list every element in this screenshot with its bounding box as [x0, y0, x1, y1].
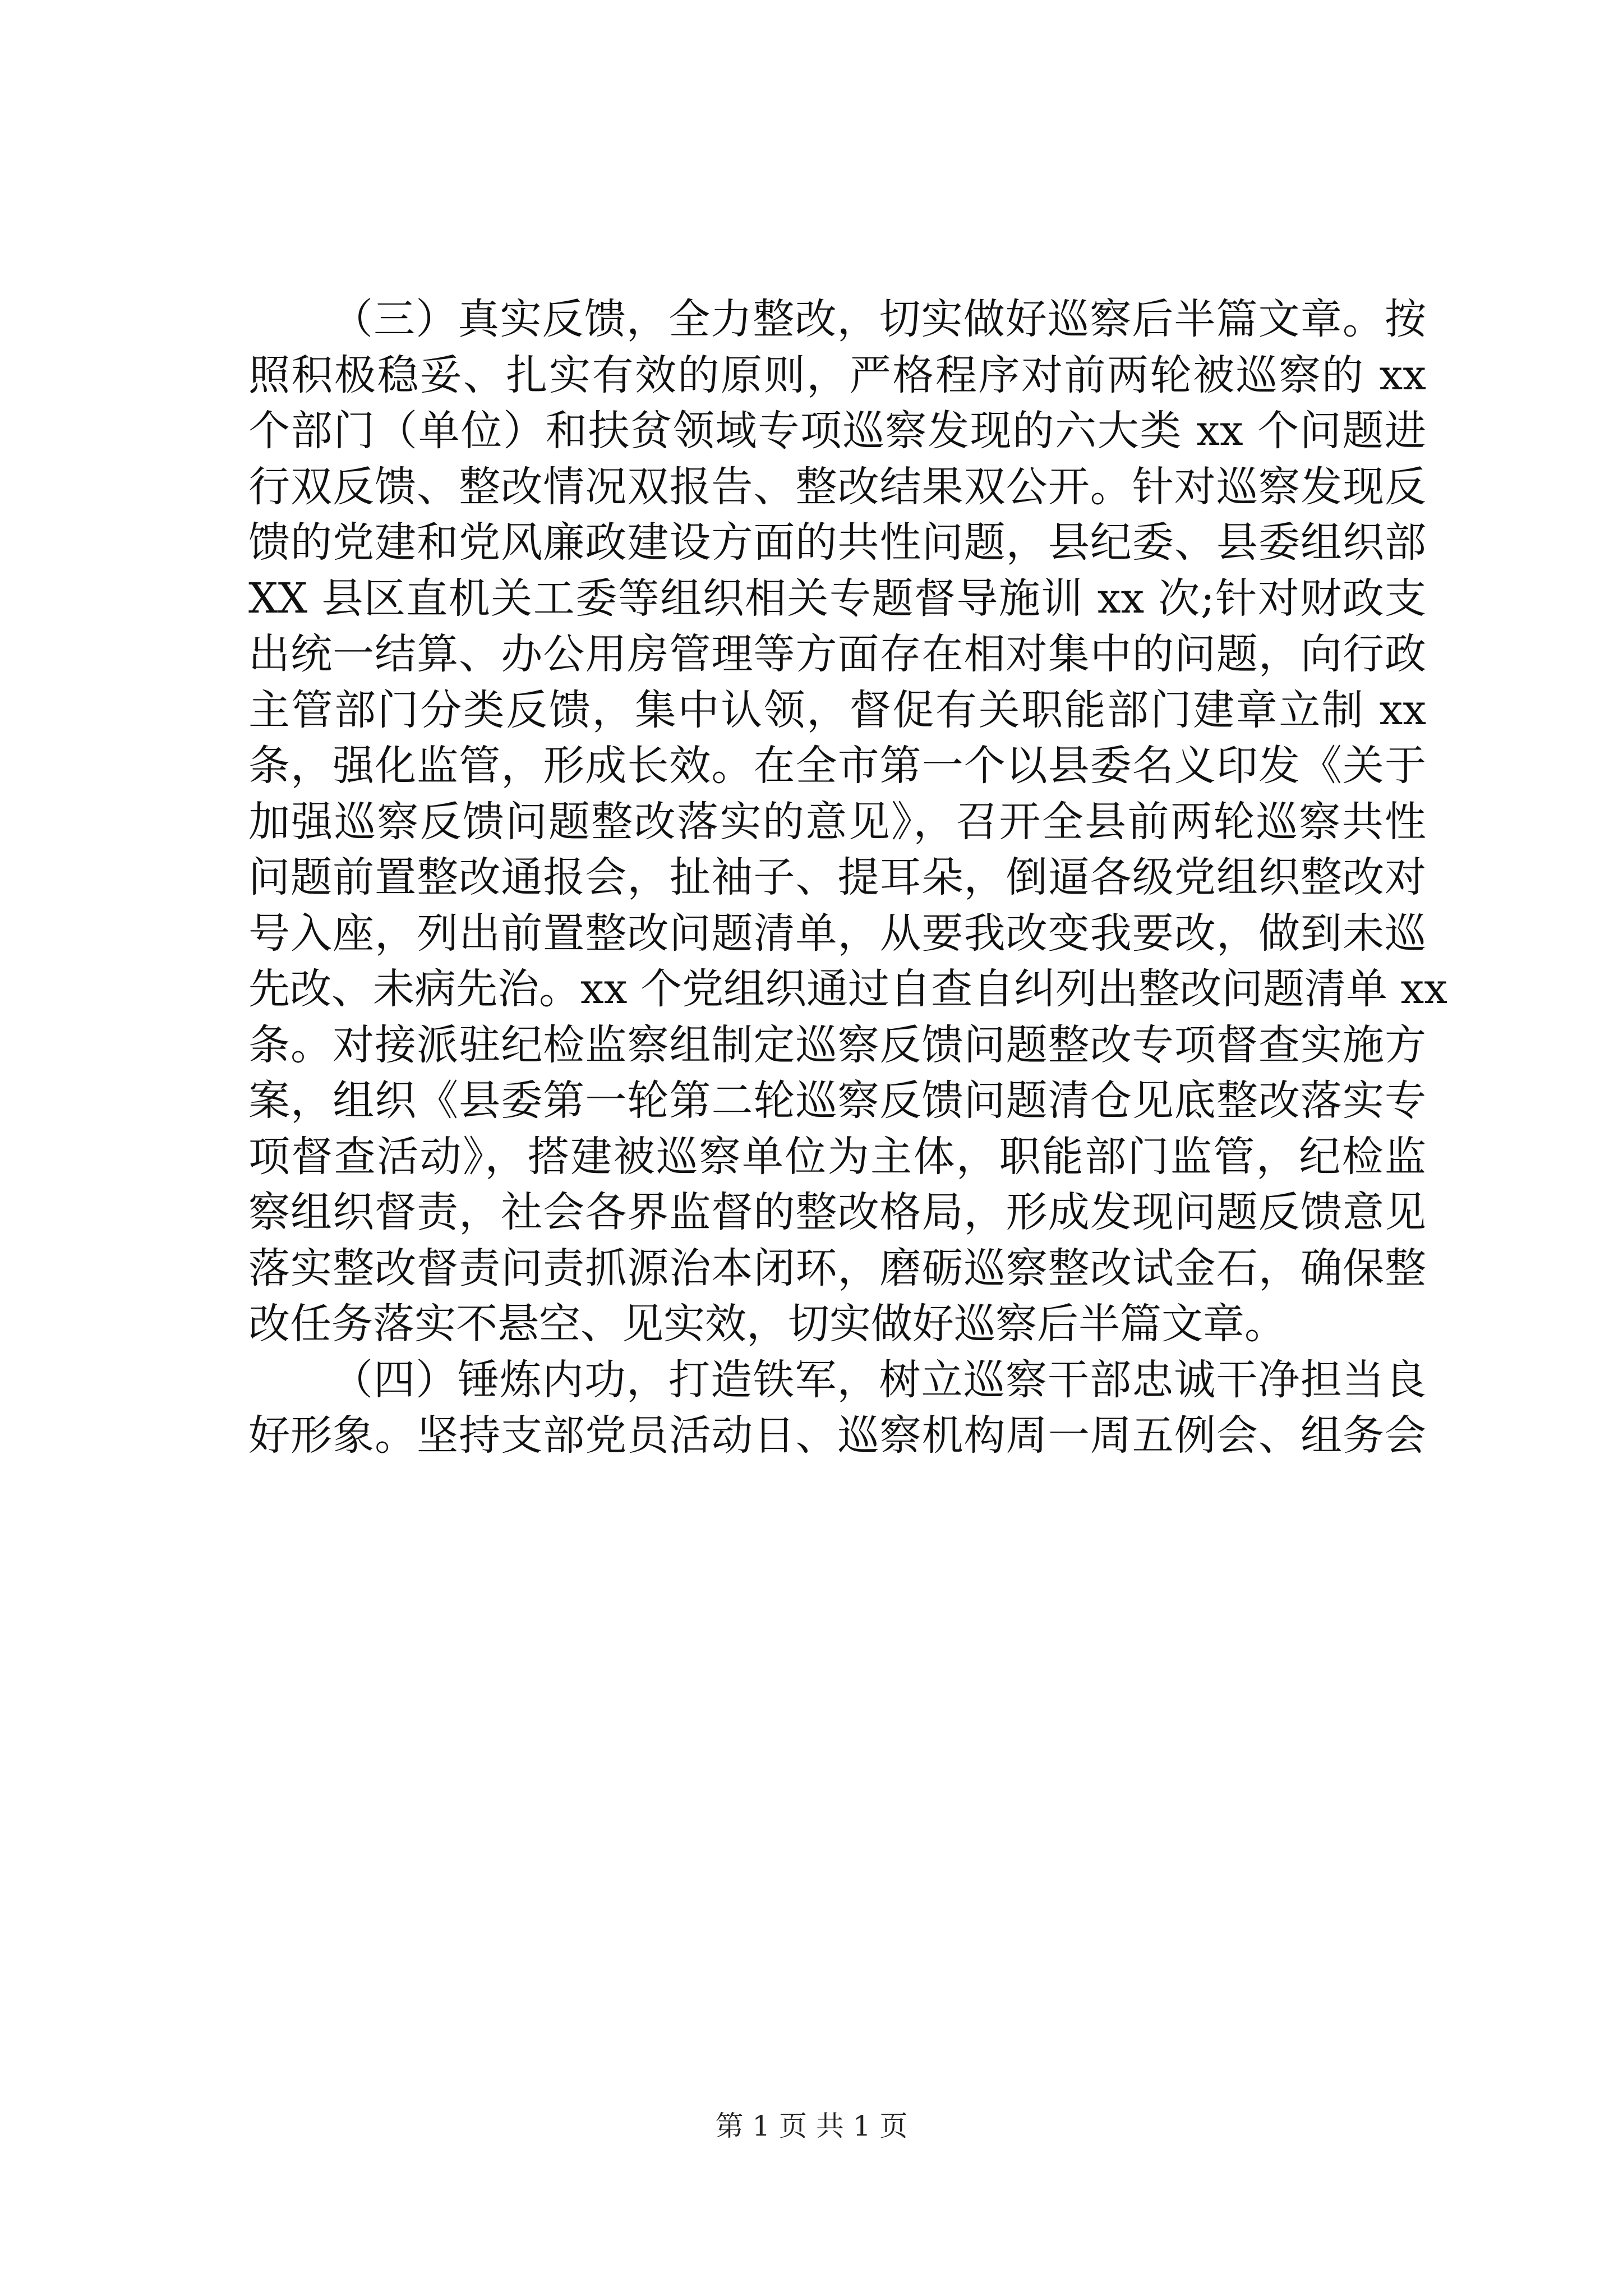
text-line: 落实整改督责问责抓源治本闭环，磨砺巡察整改试金石，确保整 — [248, 1244, 1426, 1292]
paragraph-4-heading-line: （四）锤炼内功，打造铁军，树立巡察干部忠诚干净担当良 — [331, 1355, 1426, 1404]
paragraph-3-heading-line: （三）真实反馈，全力整改，切实做好巡察后半篇文章。按 — [331, 295, 1426, 343]
text-line: 馈的党建和党风廉政建设方面的共性问题，县纪委、县委组织部 — [248, 518, 1426, 567]
text-line: 个部门（单位）和扶贫领域专项巡察发现的六大类 xx 个问题进 — [248, 407, 1426, 455]
text-line: 出统一结算、办公用房管理等方面存在相对集中的问题，向行政 — [248, 630, 1426, 678]
text-line: 先改、未病先治。xx 个党组织通过自查自纠列出整改问题清单 xx — [248, 965, 1447, 1013]
text-line: 照积极稳妥、扎实有效的原则，严格程序对前两轮被巡察的 xx — [248, 351, 1426, 399]
text-line: 条，强化监管，形成长效。在全市第一个以县委名义印发《关于 — [248, 742, 1426, 790]
text-line: 行双反馈、整改情况双报告、整改结果双公开。针对巡察发现反 — [248, 462, 1426, 511]
text-line: 改任务落实不悬空、见实效，切实做好巡察后半篇文章。 — [248, 1300, 1286, 1348]
text-line: 察组织督责，社会各界监督的整改格局，形成发现问题反馈意见 — [248, 1188, 1426, 1236]
text-line: 项督查活动》，搭建被巡察单位为主体，职能部门监管，纪检监 — [248, 1132, 1426, 1181]
page-number: 第 1 页 共 1 页 — [715, 2110, 908, 2142]
text-line: 案，组织《县委第一轮第二轮巡察反馈问题清仓见底整改落实专 — [248, 1076, 1426, 1125]
text-line: 问题前置整改通报会，扯袖子、提耳朵，倒逼各级党组织整改对 — [248, 853, 1426, 901]
text-line: XX 县区直机关工委等组织相关专题督导施训 xx 次;针对财政支 — [248, 574, 1426, 623]
document-body — [248, 292, 1447, 1464]
text-line: 号入座，列出前置整改问题清单，从要我改变我要改，做到未巡 — [248, 909, 1426, 958]
text-line: 条。对接派驻纪检监察组制定巡察反馈问题整改专项督查实施方 — [248, 1020, 1426, 1069]
text-line: 加强巡察反馈问题整改落实的意见》，召开全县前两轮巡察共性 — [248, 797, 1426, 846]
text-line: 主管部门分类反馈，集中认领，督促有关职能部门建章立制 xx — [248, 685, 1426, 734]
text-line: 好形象。坚持支部党员活动日、巡察机构周一周五例会、组务会 — [248, 1411, 1426, 1460]
